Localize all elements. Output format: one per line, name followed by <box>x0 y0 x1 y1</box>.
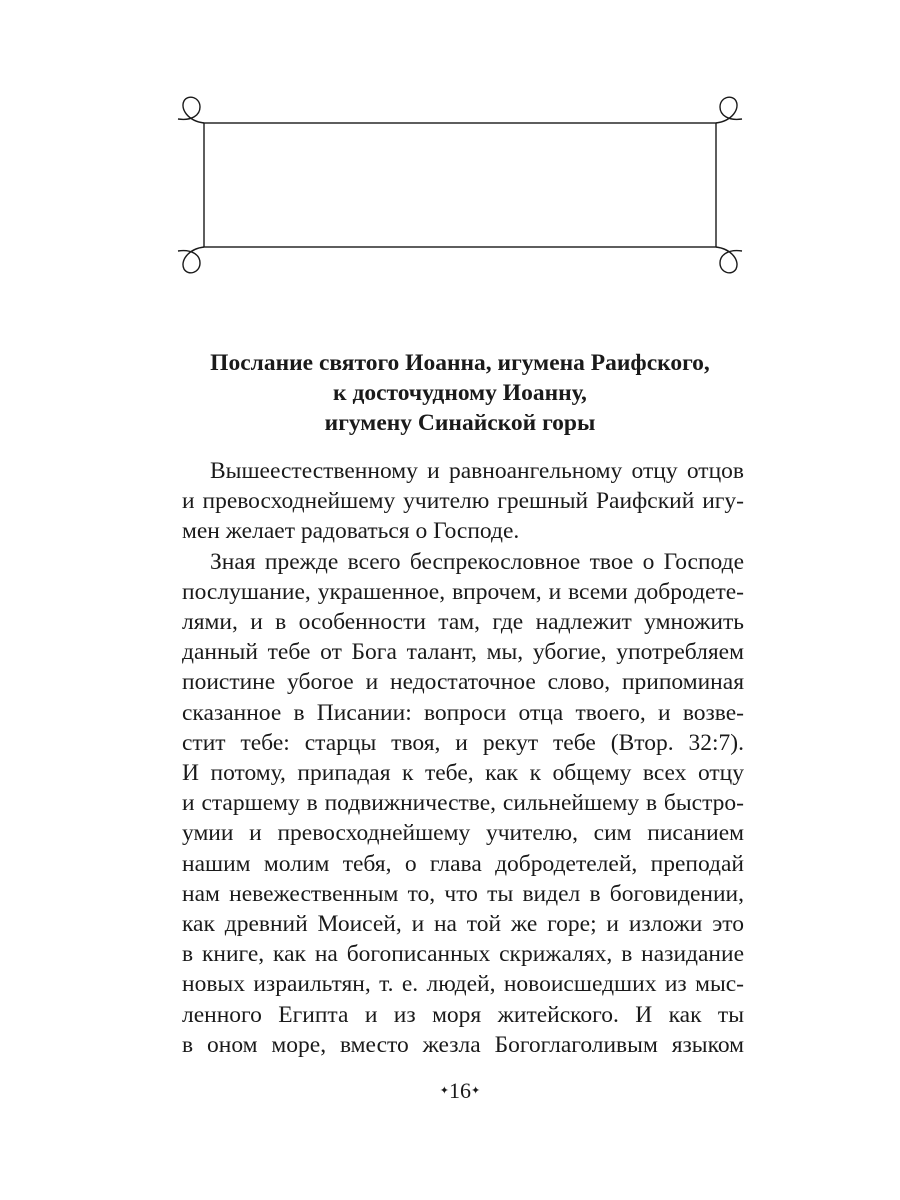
ornamental-border-icon <box>170 95 750 275</box>
text-line: как древний Моисей, и на той же горе; и изложи это <box>182 911 744 938</box>
text-line: сказанное в Писании: вопроси отца твоего, и возве- <box>182 699 744 726</box>
text-line: в книге, как на богописанных скрижалях, в назидание <box>182 941 744 968</box>
chapter-heading <box>150 348 770 438</box>
text-line: лями, и в особенности там, где надлежит умножить <box>182 609 744 636</box>
text-line: Зная прежде всего беспрекословное твое о Господе <box>210 548 744 575</box>
body-text <box>182 456 744 1060</box>
text-line: нашим молим тебя, о глава добродетелей, преподай <box>182 850 744 877</box>
text-line: И потому, припадая к тебе, как к общему всех отцу <box>182 760 744 787</box>
heading-line: Послание святого Иоанна, игумена Раифского, <box>210 350 710 376</box>
text-line: поистине убогое и недостаточное слово, припоминая <box>182 669 744 696</box>
text-line: стит тебе: старцы твоя, и рекут тебе (Втор. 32:7). <box>182 729 744 756</box>
text-line: и старшему в подвижничестве, сильнейшему в быстро- <box>182 790 744 817</box>
ornament-star-icon: ✦ <box>471 1084 481 1097</box>
page-number: 16 <box>449 1078 471 1103</box>
text-line: мен желает радоваться о Господе. <box>182 518 520 545</box>
text-line: и превосходнейшему учителю грешный Раифский игу- <box>182 488 744 515</box>
text-line: нам невежественным то, что ты видел в боговидении, <box>182 880 744 907</box>
text-line: послушание, украшенное, впрочем, и всеми добродете- <box>182 578 744 605</box>
text-line: умии и превосходнейшему учителю, сим писанием <box>182 820 744 847</box>
text-line: новых израильтян, т. е. людей, новоисшедших из мыс- <box>182 971 744 998</box>
heading-line: игумену Синайской горы <box>324 410 596 436</box>
text-line: данный тебе от Бога талант, мы, убогие, употребляем <box>182 639 744 666</box>
text-line: ленного Египта и из моря житейского. И как ты <box>182 1001 744 1028</box>
page-number-footer <box>400 1076 520 1108</box>
decorative-frame <box>170 95 750 275</box>
ornament-star-icon: ✦ <box>439 1084 449 1097</box>
text-line: в оном море, вместо жезла Богоглаголивым языком <box>182 1031 744 1058</box>
text-line: Вышеестественному и равноангельному отцу отцов <box>210 458 744 484</box>
heading-line: к досточудному Иоанну, <box>333 380 587 406</box>
